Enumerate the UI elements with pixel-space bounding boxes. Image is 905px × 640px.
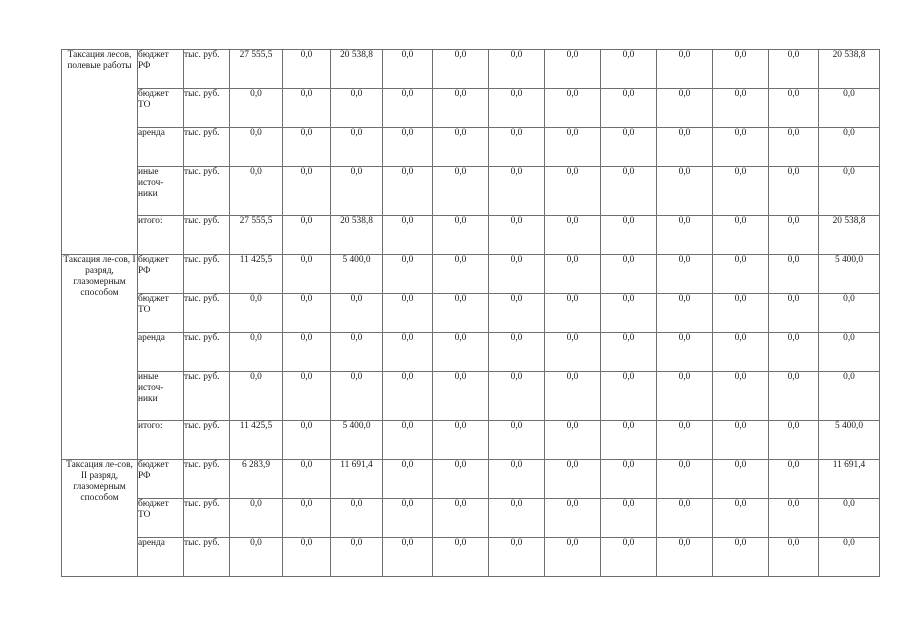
- funding-source-cell: бюджет ТО: [138, 294, 184, 333]
- value-cell: 0,0: [383, 128, 433, 167]
- value-cell: 0,0: [657, 255, 713, 294]
- value-cell: 0,0: [489, 167, 545, 216]
- value-cell: 0,0: [230, 294, 283, 333]
- value-cell: 0,0: [489, 294, 545, 333]
- value-cell: 0,0: [283, 216, 331, 255]
- value-cell: 0,0: [769, 50, 819, 89]
- value-cell: 0,0: [769, 538, 819, 577]
- unit-cell: тыс. руб.: [184, 538, 230, 577]
- value-cell: 0,0: [283, 421, 331, 460]
- value-cell: 6 283,9: [230, 460, 283, 499]
- value-cell: 0,0: [657, 421, 713, 460]
- value-cell: 0,0: [545, 294, 601, 333]
- value-cell: 0,0: [283, 372, 331, 421]
- value-cell: 0,0: [383, 421, 433, 460]
- value-cell: 0,0: [713, 89, 769, 128]
- unit-cell: тыс. руб.: [184, 216, 230, 255]
- value-cell: 0,0: [657, 333, 713, 372]
- value-cell: 0,0: [545, 499, 601, 538]
- unit-cell: тыс. руб.: [184, 128, 230, 167]
- value-cell: 0,0: [713, 50, 769, 89]
- value-cell: 0,0: [657, 538, 713, 577]
- unit-cell: тыс. руб.: [184, 255, 230, 294]
- value-cell: 0,0: [383, 538, 433, 577]
- value-cell: 0,0: [433, 294, 489, 333]
- value-cell: 0,0: [713, 216, 769, 255]
- value-cell: 0,0: [601, 333, 657, 372]
- value-cell: 0,0: [383, 255, 433, 294]
- funding-source-cell: аренда: [138, 333, 184, 372]
- value-cell: 0,0: [489, 89, 545, 128]
- value-cell: 0,0: [283, 128, 331, 167]
- value-cell: 0,0: [383, 333, 433, 372]
- funding-source-cell: бюджет ТО: [138, 89, 184, 128]
- value-cell: 0,0: [601, 538, 657, 577]
- value-cell: 0,0: [383, 294, 433, 333]
- table-row: [62, 421, 880, 460]
- value-cell: 0,0: [713, 294, 769, 333]
- value-cell: 0,0: [713, 128, 769, 167]
- value-cell: 11 425,5: [230, 421, 283, 460]
- value-cell: 0,0: [489, 50, 545, 89]
- funding-source-cell: аренда: [138, 128, 184, 167]
- value-cell: 0,0: [819, 89, 880, 128]
- value-cell: 0,0: [383, 460, 433, 499]
- funding-source-cell: бюджет ТО: [138, 499, 184, 538]
- value-cell: 0,0: [433, 460, 489, 499]
- value-cell: 0,0: [283, 333, 331, 372]
- value-cell: 0,0: [713, 372, 769, 421]
- value-cell: 0,0: [331, 333, 383, 372]
- value-cell: 0,0: [230, 499, 283, 538]
- value-cell: 0,0: [657, 89, 713, 128]
- value-cell: 0,0: [230, 167, 283, 216]
- value-cell: 0,0: [769, 372, 819, 421]
- table-row: [62, 294, 880, 333]
- value-cell: 0,0: [433, 255, 489, 294]
- value-cell: 0,0: [433, 50, 489, 89]
- value-cell: 11 691,4: [331, 460, 383, 499]
- unit-cell: тыс. руб.: [184, 294, 230, 333]
- value-cell: 0,0: [819, 167, 880, 216]
- value-cell: 0,0: [383, 50, 433, 89]
- value-cell: 0,0: [769, 421, 819, 460]
- value-cell: 20 538,8: [819, 216, 880, 255]
- value-cell: 0,0: [383, 167, 433, 216]
- funding-source-cell: бюджет РФ: [138, 255, 184, 294]
- value-cell: 0,0: [383, 499, 433, 538]
- value-cell: 0,0: [433, 372, 489, 421]
- funding-source-cell: иные источ-ники: [138, 167, 184, 216]
- value-cell: 0,0: [769, 89, 819, 128]
- value-cell: 0,0: [713, 333, 769, 372]
- value-cell: 0,0: [433, 499, 489, 538]
- value-cell: 0,0: [283, 499, 331, 538]
- value-cell: 0,0: [657, 50, 713, 89]
- value-cell: 0,0: [489, 460, 545, 499]
- value-cell: 0,0: [819, 294, 880, 333]
- value-cell: 0,0: [769, 216, 819, 255]
- table-row: [62, 89, 880, 128]
- value-cell: 0,0: [819, 499, 880, 538]
- funding-source-cell: бюджет РФ: [138, 460, 184, 499]
- unit-cell: тыс. руб.: [184, 372, 230, 421]
- value-cell: 0,0: [230, 538, 283, 577]
- value-cell: 0,0: [433, 167, 489, 216]
- value-cell: 0,0: [331, 499, 383, 538]
- value-cell: 0,0: [331, 372, 383, 421]
- value-cell: 5 400,0: [331, 255, 383, 294]
- table-row: [62, 128, 880, 167]
- value-cell: 0,0: [769, 128, 819, 167]
- value-cell: 0,0: [657, 167, 713, 216]
- value-cell: 0,0: [489, 255, 545, 294]
- value-cell: 0,0: [601, 128, 657, 167]
- value-cell: 0,0: [601, 255, 657, 294]
- value-cell: 0,0: [283, 50, 331, 89]
- value-cell: 0,0: [601, 216, 657, 255]
- value-cell: 0,0: [489, 421, 545, 460]
- value-cell: 0,0: [230, 128, 283, 167]
- table-row: [62, 333, 880, 372]
- table-row: [62, 538, 880, 577]
- value-cell: 5 400,0: [331, 421, 383, 460]
- value-cell: 0,0: [601, 460, 657, 499]
- value-cell: 0,0: [230, 89, 283, 128]
- unit-cell: тыс. руб.: [184, 421, 230, 460]
- funding-source-cell: иные источ-ники: [138, 372, 184, 421]
- value-cell: 0,0: [283, 538, 331, 577]
- value-cell: 0,0: [283, 255, 331, 294]
- value-cell: 0,0: [657, 128, 713, 167]
- value-cell: 0,0: [657, 294, 713, 333]
- unit-cell: тыс. руб.: [184, 333, 230, 372]
- value-cell: 0,0: [545, 89, 601, 128]
- funding-source-cell: бюджет РФ: [138, 50, 184, 89]
- value-cell: 0,0: [545, 372, 601, 421]
- table-row: [62, 167, 880, 216]
- table-body: [62, 50, 880, 577]
- value-cell: 0,0: [545, 460, 601, 499]
- value-cell: 0,0: [489, 216, 545, 255]
- value-cell: 11 691,4: [819, 460, 880, 499]
- value-cell: 0,0: [283, 167, 331, 216]
- value-cell: 0,0: [713, 460, 769, 499]
- value-cell: 0,0: [489, 333, 545, 372]
- value-cell: 0,0: [713, 499, 769, 538]
- value-cell: 0,0: [601, 421, 657, 460]
- table-row: [62, 216, 880, 255]
- value-cell: 0,0: [283, 89, 331, 128]
- value-cell: 0,0: [819, 333, 880, 372]
- activity-cell: Таксация лесов, полевые работы: [62, 50, 138, 255]
- value-cell: 0,0: [489, 128, 545, 167]
- funding-source-cell: итого:: [138, 216, 184, 255]
- activity-cell: Таксация ле-сов, II разряд, глазомерным способом: [62, 460, 138, 577]
- funding-table: [61, 49, 880, 577]
- value-cell: 0,0: [657, 499, 713, 538]
- value-cell: 0,0: [545, 50, 601, 89]
- value-cell: 0,0: [383, 216, 433, 255]
- unit-cell: тыс. руб.: [184, 499, 230, 538]
- value-cell: 0,0: [657, 372, 713, 421]
- value-cell: 0,0: [713, 538, 769, 577]
- value-cell: 0,0: [545, 167, 601, 216]
- value-cell: 0,0: [331, 538, 383, 577]
- value-cell: 0,0: [601, 499, 657, 538]
- value-cell: 0,0: [657, 460, 713, 499]
- value-cell: 0,0: [819, 372, 880, 421]
- funding-source-cell: итого:: [138, 421, 184, 460]
- value-cell: 0,0: [489, 499, 545, 538]
- value-cell: 5 400,0: [819, 421, 880, 460]
- value-cell: 0,0: [769, 294, 819, 333]
- value-cell: 0,0: [283, 294, 331, 333]
- value-cell: 0,0: [283, 460, 331, 499]
- value-cell: 0,0: [769, 167, 819, 216]
- value-cell: 0,0: [769, 499, 819, 538]
- value-cell: 0,0: [819, 538, 880, 577]
- value-cell: 0,0: [657, 216, 713, 255]
- value-cell: 0,0: [713, 167, 769, 216]
- value-cell: 27 555,5: [230, 216, 283, 255]
- value-cell: 0,0: [433, 421, 489, 460]
- unit-cell: тыс. руб.: [184, 89, 230, 128]
- table-row: [62, 460, 880, 499]
- value-cell: 0,0: [331, 167, 383, 216]
- value-cell: 0,0: [545, 216, 601, 255]
- value-cell: 0,0: [601, 50, 657, 89]
- value-cell: 0,0: [230, 333, 283, 372]
- value-cell: 0,0: [601, 372, 657, 421]
- value-cell: 0,0: [433, 89, 489, 128]
- value-cell: 0,0: [601, 89, 657, 128]
- unit-cell: тыс. руб.: [184, 460, 230, 499]
- value-cell: 0,0: [383, 372, 433, 421]
- value-cell: 0,0: [433, 216, 489, 255]
- value-cell: 0,0: [545, 538, 601, 577]
- value-cell: 0,0: [433, 333, 489, 372]
- value-cell: 0,0: [713, 255, 769, 294]
- value-cell: 0,0: [331, 294, 383, 333]
- table-row: [62, 372, 880, 421]
- value-cell: 0,0: [545, 333, 601, 372]
- value-cell: 27 555,5: [230, 50, 283, 89]
- value-cell: 0,0: [545, 128, 601, 167]
- value-cell: 0,0: [230, 372, 283, 421]
- value-cell: 0,0: [601, 167, 657, 216]
- funding-source-cell: аренда: [138, 538, 184, 577]
- value-cell: 0,0: [769, 333, 819, 372]
- value-cell: 0,0: [819, 128, 880, 167]
- table-row: [62, 255, 880, 294]
- activity-cell: Таксация ле-сов, I разряд, глазомерным способом: [62, 255, 138, 460]
- value-cell: 20 538,8: [819, 50, 880, 89]
- unit-cell: тыс. руб.: [184, 167, 230, 216]
- table-row: [62, 499, 880, 538]
- value-cell: 0,0: [331, 128, 383, 167]
- value-cell: 0,0: [383, 89, 433, 128]
- value-cell: 0,0: [769, 460, 819, 499]
- value-cell: 20 538,8: [331, 216, 383, 255]
- value-cell: 0,0: [769, 255, 819, 294]
- unit-cell: тыс. руб.: [184, 50, 230, 89]
- value-cell: 0,0: [489, 372, 545, 421]
- value-cell: 0,0: [545, 255, 601, 294]
- value-cell: 0,0: [545, 421, 601, 460]
- value-cell: 0,0: [489, 538, 545, 577]
- value-cell: 0,0: [331, 89, 383, 128]
- value-cell: 0,0: [433, 538, 489, 577]
- value-cell: 0,0: [601, 294, 657, 333]
- value-cell: 5 400,0: [819, 255, 880, 294]
- table-row: [62, 50, 880, 89]
- value-cell: 11 425,5: [230, 255, 283, 294]
- value-cell: 0,0: [713, 421, 769, 460]
- value-cell: 0,0: [433, 128, 489, 167]
- value-cell: 20 538,8: [331, 50, 383, 89]
